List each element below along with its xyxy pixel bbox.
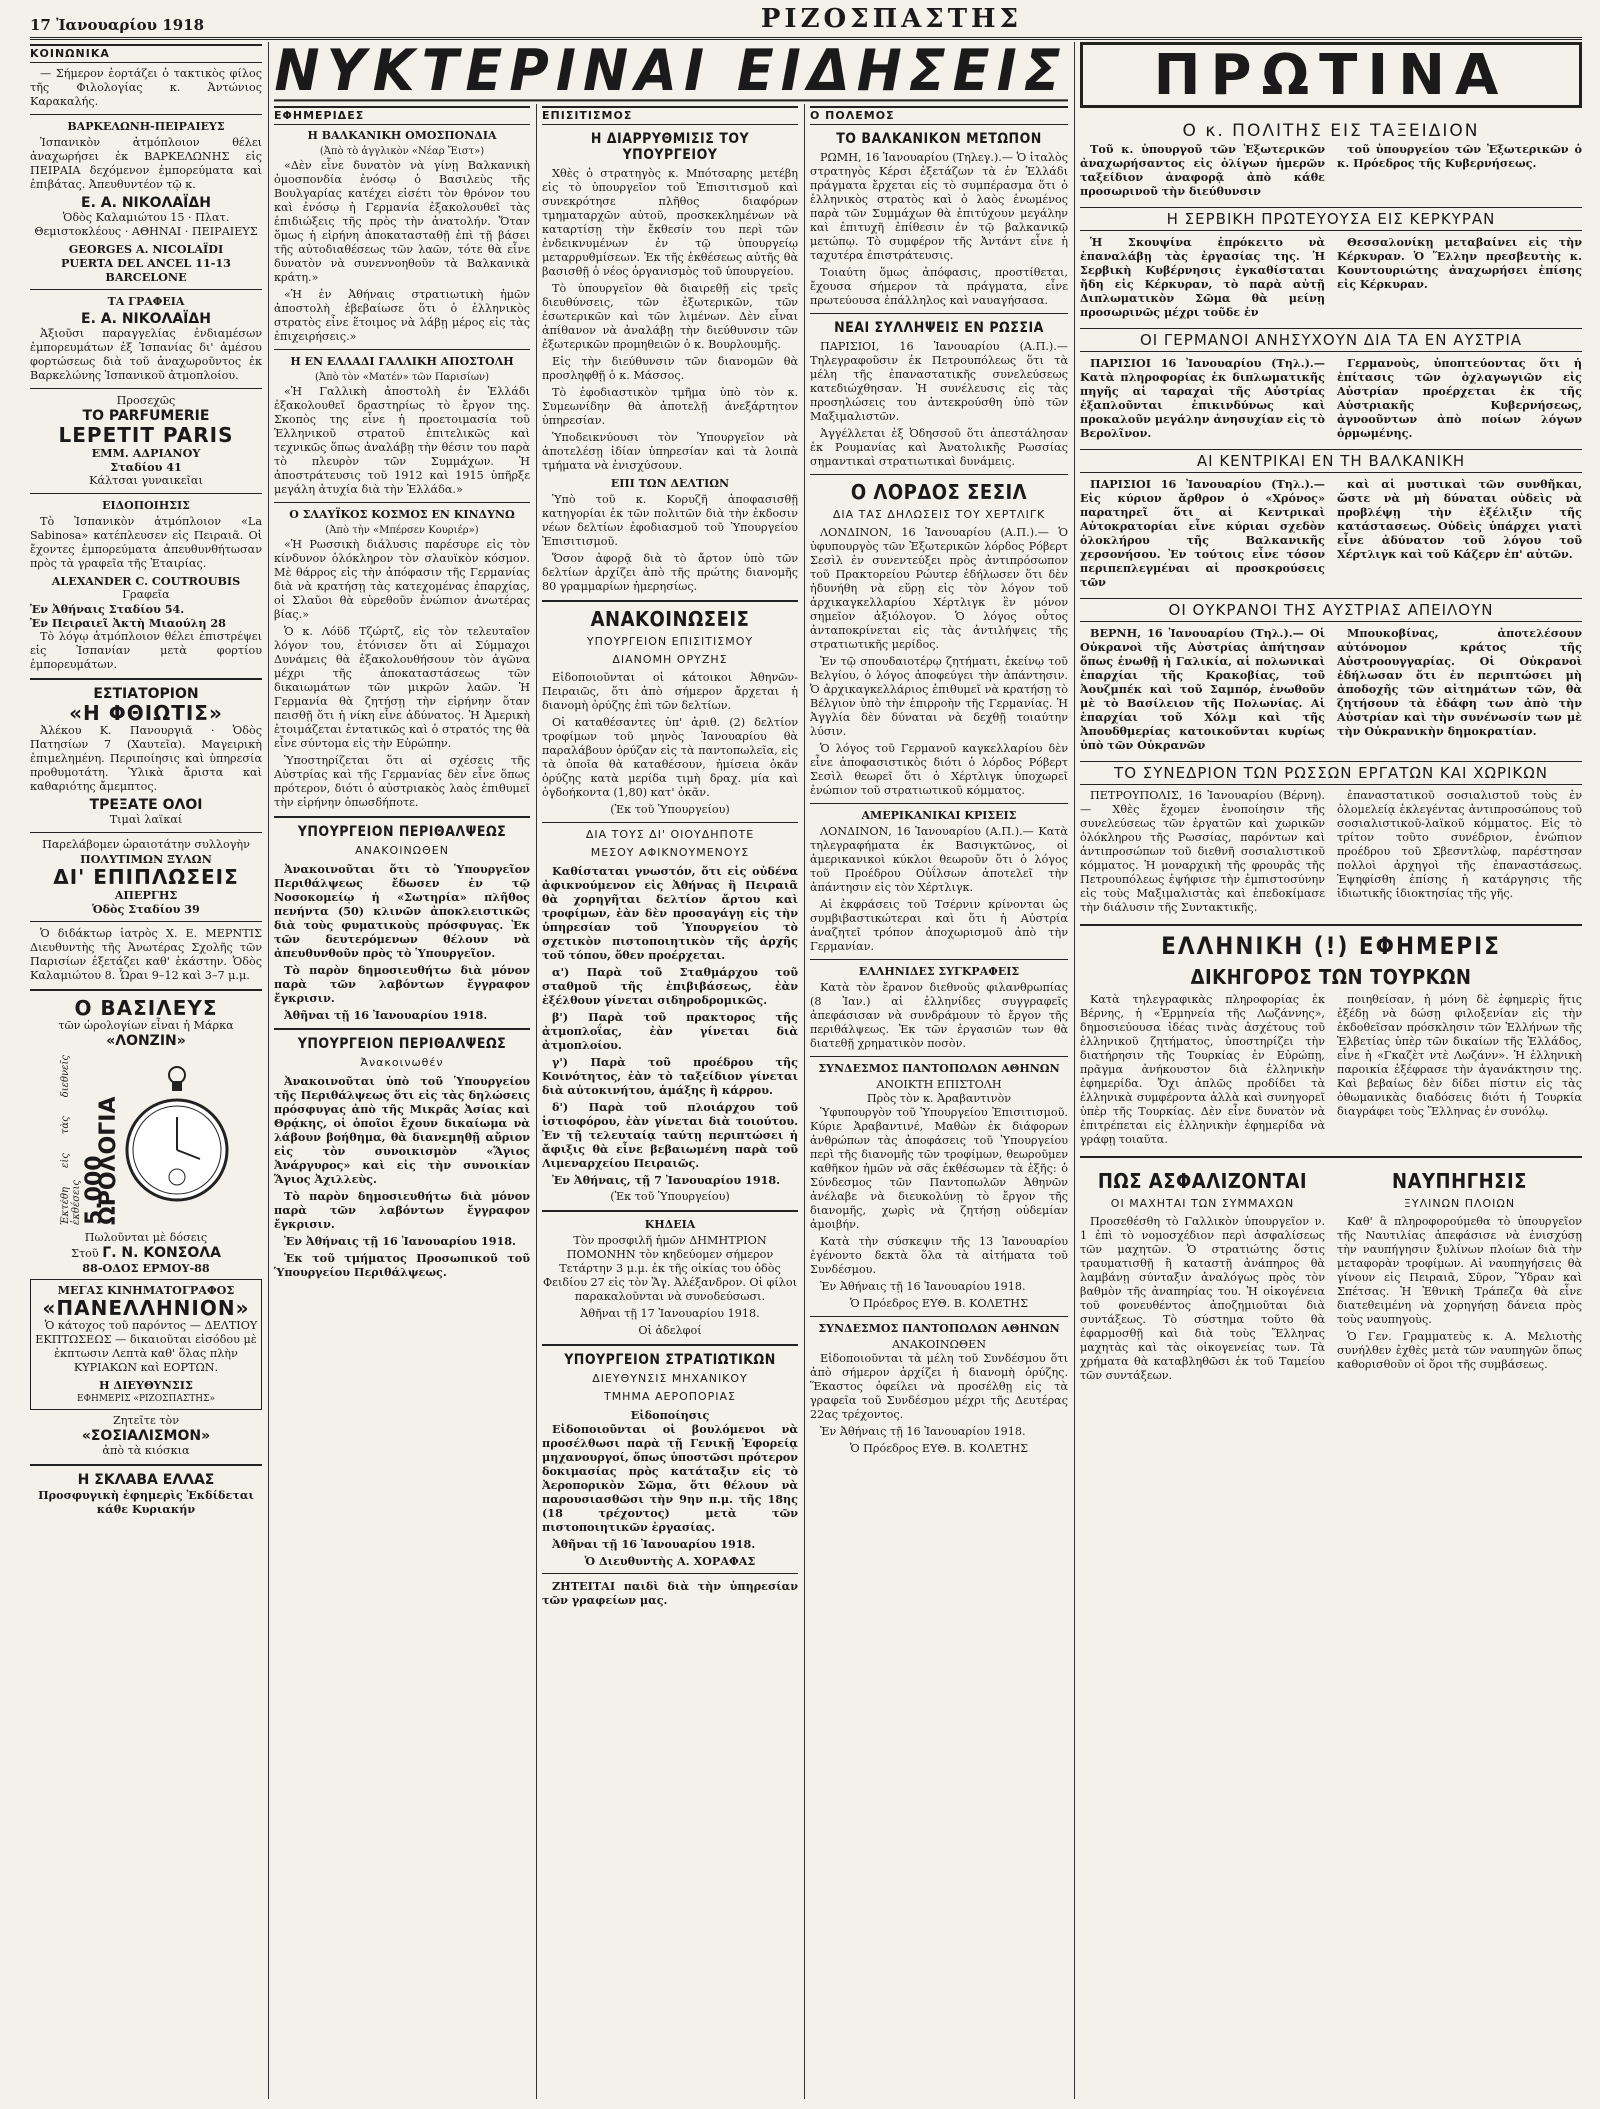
russian-congress-body [1080, 789, 1582, 918]
bottom-articles [1080, 1164, 1582, 1386]
announcements-ministry: ΥΠΟΥΡΓΕΙΟΝ ΕΠΙΣΙΤΙΣΜΟΥ [586, 635, 754, 648]
article-balkan-federation-p2: «Ἡ ἐν Ἀθήναις στρατιωτικὴ ἡμῶν ἀποστολὴ ἐβεβαίωσε ὅτι ὁ ἑλληνικὸς στρατὸς εἶνε ἕτοιμος νὰ λάβῃ μέρος εἰς τὰς ἐπιχειρήσεις.» [274, 288, 530, 343]
lord-cecil-p1: ΛΟΝΔΙΝΟΝ, 16 Ἰανουαρίου (Α.Π.).— Ὁ ὑφυπουργὸς τῶν Ἐξωτερικῶν λόρδος Ρόβερτ Σεσὶλ ἐν συνεντεύξει πρὸς ἀντιπρόσωπον τοῦ Πρακτορείου Ρώυτερ ἐδήλωσεν ὅτι δὲν ἠδυνήθη νὰ εὕρῃ εἰς τὸν λόγον τοῦ ἀρχικαγκελλαρίου Χέρτλιγκ ἓν μόνον σημεῖον ἀξιόλογον. Ὁ λόγος οὗτος ἀνταποκρίνεται εἰς τὰς ἀντιλήψεις τῆς στρατιωτικῆς μερίδος. [810, 526, 1068, 651]
notice-title: ΕΙΔΟΠΟΙΗΣΙΣ [102, 499, 190, 512]
grocers-to: Πρὸς τὸν κ. Ἀραβαντινὸν [866, 1092, 1012, 1105]
running-head [30, 6, 1582, 40]
article-french-mission-p1: «Ἡ Γαλλικὴ ἀποστολὴ ἐν Ἑλλάδι ἐξακολουθεῖ δραστηρίως τὸ ἔργον της. Σκοπὸς της εἶνε ἡ προετοιμασία τοῦ Ἑλληνικοῦ στρατοῦ ἐπιτελικῶς καὶ τεχνικῶς ὅπως ἀναλάβῃ τὴν θέσιν του παρὰ τὸ πλευρὸν τῶν Συμμάχων. Ἡ ἀποστράτευσις τοῦ 1912 καὶ 1915 ὑπῆρξε μεγάλη ἀτυχία διὰ τὴν Ἑλλάδα.» [274, 385, 530, 496]
grocers-2-sub: ΑΝΑΚΟΙΝΩΘΕΝ [891, 1338, 987, 1351]
offices-title: ΤΑ ΓΡΑΦΕΙΑ [107, 295, 185, 308]
insurance-text: Προσεθέσθη τὸ Γαλλικὸν ὑπουργεῖον ν. 1 ἐπὶ τὸ νομοσχέδιον περὶ ἀσφαλίσεως τῶν μαχητῶν. Ὁ στρατιώτης ὅστις τραυματισθῇ ἢ καταστῇ ἀνάπηρος θὰ λαμβάνῃ σύνταξιν ἀναλόγως πρὸς τὸν βαθμὸν τῆς ἀναπηρίας του. Ἡ οἰκογένεια τοῦ φονευθέντος ἀποζημιοῦται διὰ συντάξεως. Τὸ σύστημα τοῦτο θὰ ἐφαρμοσθῇ καὶ διὰ τοὺς Ἕλληνας μαχητὰς καὶ τὰς οἰκογενείας των. Τὰ χρήματα θὰ καταβληθῶσι ἐκ τοῦ Ταμείου τῶν συντάξεων. [1080, 1215, 1325, 1382]
georges-address: PUERTA DEL ANCEL 11-13 BARCELONE [61, 256, 231, 284]
arrivals-title: ΔΙΑ ΤΟΥΣ ΔΙ' ΟΙΟΥΔΗΠΟΤΕ [585, 828, 755, 841]
grocers-p2: Κατὰ τὴν σύσκεψιν τῆς 13 Ἰανουαρίου ἐγένοντο δεκτὰ ὅλα τὰ αἰτήματα τοῦ Συνδέσμου. [810, 1235, 1068, 1276]
germans-worried-left: ΠΑΡΙΣΙΟΙ 16 Ἰανουαρίου (Τηλ.).— Κατὰ πληροφορίας ἐκ διπλωματικῆς πηγῆς αἱ ταραχαὶ τῆς Αὐστρίας ἐξαπλοῦνται ἐπικινδύνως καὶ προκαλοῦν μεγάλην ἀνησυχίαν εἰς τὸ Βερολῖνον. [1080, 356, 1325, 440]
grocers-p1: Ὑφυπουργὸν τοῦ Ὑπουργείου Ἐπισιτισμοῦ. Κύριε Ἀραβαντινέ, Μαθὼν ἐκ διάφορων ἀνθρώπων τὰς ἀποφάσεις τοῦ Ὑπουργείου περὶ τῆς διανομῆς τῶν τροφίμων, θεωροῦμεν καθῆκον ἡμῶν νὰ σᾶς ἐκθέσωμεν τὰ ἑξῆς: ὁ Σύνδεσμος τῶν Παντοπωλῶν Ἀθηνῶν ἀνέλαβε νὰ διευκολύνῃ τὸ ἔργον τῆς διανομῆς, χωρὶς νὰ ζητήσῃ οὐδεμίαν ἀμοιβήν. [810, 1106, 1068, 1231]
king-sub: τῶν ὡρολογίων εἶναι ἡ Μάρκα [58, 1019, 234, 1032]
russian-congress-right: ἐπαναστατικοῦ σοσιαλιστοῦ τοὺς ἐν ὁλομελείᾳ ἐκλεγέντας ἀντιπροσώπους τοῦ σοσιαλιστικοῦ-λαϊκοῦ κόμματος. Εἰς τὸ τρίτον τοῦτο συνέδριον, ἐνώπιον προέδρου τοῦ Σβεσντλὼφ, παρέστησαν πολλοὶ ἀρχηγοὶ τῆς ἐπαναστάσεως. Ἐψηφίσθη ἐπίσης ἡ κατάργησις τῆς ἰδιωτικῆς ἰδιοκτησίας τῆς γῆς. [1337, 789, 1582, 900]
column-morning [1080, 42, 1582, 2099]
grocers-2-date: Ἐν Ἀθήναις τῇ 16 Ἰανουαρίου 1918. [820, 1425, 1026, 1438]
germans-worried-title: ΟΙ ΓΕΡΜΑΝΟΙ ΑΝΗΣΥΧΟΥΝ ΔΙΑ ΤΑ ΕΝ ΑΥΣΤΡΙΑ [1080, 328, 1582, 352]
pocket-watch-icon [122, 1055, 232, 1225]
konsola-address: 88-ΟΔΟΣ ΕΡΜΟΥ-88 [82, 1261, 210, 1275]
grocers-sign: Ὁ Πρόεδρος ΕΥΘ. Β. ΚΟΛΕΤΗΣ [850, 1297, 1028, 1310]
route-text: Ἰσπανικὸν ἀτμόπλοιον θέλει ἀναχωρήσει ἐκ ΒΑΡΚΕΛΩΝΗΣ εἰς ΠΕΙΡΑΙΑ δεχόμενον ἐμπορεύματα καὶ ἐπιβάτας. Ἀπευθυντέον τῷ κ. [30, 136, 262, 191]
funeral-text: Τὸν προσφιλῆ ἡμῶν ΔΗΜΗΤΡΙΟΝ ΠΟΜΟΝΗΝ τὸν κηδεύομεν σήμερον Τετάρτην 3 μ.μ. ἐκ τῆς οἰκίας του ὁδὸς Φειδίου 27 εἰς τὸν Ἅγ. Ἀλέξανδρον. Οἱ φίλοι παρακαλοῦνται νὰ συνοδεύσωσι. [543, 1234, 797, 1303]
article-slavic-world-p1: «Ἡ Ρωσσικὴ διάλυσις παρέσυρε εἰς τὸν κίνδυνον ὁλόκληρον τὸν σλαυϊκὸν κόσμον. Μὲ θάρρος εἰς τὴν ἀπόφασιν τῆς Γερμανίας διὰ νὰ κρατήσῃ τὰς κατεχομένας ἐπαρχίας, οἱ Σλαῦοι θὰ εὑρεθοῦν ἐνώπιον ἀνωτέρας βίας.» [274, 538, 530, 621]
military-engineering: ΔΙΕΥΘΥΝΣΙΣ ΜΗΧΑΝΙΚΟΥ [592, 1372, 748, 1385]
balkan-front-title: ΤΟ ΒΑΛΚΑΝΙΚΟΝ ΜΕΤΩΠΟΝ [836, 131, 1042, 147]
ministry-welfare-p1: Ἀνακοινοῦται ὅτι τὸ Ὑπουργεῖον Περιθάλψεως ἔδωσεν ἐν τῷ Νοσοκομείῳ ἡ «Σωτηρία» πλῆθος πενήντα (50) κλινῶν ἀποκλειστικῶς διὰ τοὺς φυματικοὺς πρόσφυγας. Ἐκ τῶν δευτερόμενων θέλουν νὰ ἀπευθυνθοῦν πρὸς τὸ Ὑπουργεῖον. [274, 862, 530, 960]
ministry-welfare-p2: Τὸ παρὸν δημοσιευθήτω διὰ μόνον παρὰ τῶν λαβόντων ἔγγραφον ἔγκρισιν. [274, 963, 530, 1005]
lord-cecil-p2: Ἐν τῷ σπουδαιοτέρῳ ζητήματι, ἐκείνῳ τοῦ Βελγίου, ὁ λόγος ἀποφεύγει τὴν ἀπάντησιν. Ὁ ἀρχικαγκελλάριος ἐπιθυμεῖ νὰ κρατήσῃ τὸ Βέλγιον ὑπὸ τὴν ἐπιρροὴν τῆς Γερμανίας. Ἡ Ἀγγλία δὲν δύναται νὰ δεχθῇ τοιαύτην λύσιν. [810, 655, 1068, 738]
run-all-title: ΤΡΕΞΑΤΕ ΟΛΟΙ [89, 797, 203, 813]
american-crises-title: ΑΜΕΡΙΚΑΝΙΚΑΙ ΚΡΙΣΕΙΣ [861, 809, 1017, 822]
coupons-title: ΕΠΙ ΤΩΝ ΔΕΛΤΙΩΝ [610, 477, 730, 490]
military-notice-date: Ἀθῆναι τῇ 16 Ἰανουαρίου 1918. [552, 1537, 756, 1551]
furnishing-address: Ὁδὸς Σταδίου 39 [92, 902, 200, 916]
wood-title: ΠΟΛΥΤΙΜΩΝ ΞΥΛΩΝ [80, 852, 212, 866]
ministry-welfare-date: Ἀθῆναι τῇ 16 Ἰανουαρίου 1918. [284, 1008, 488, 1022]
offices-text: Ἀξιοῦσι παραγγελίας ἐνδιαμέσων ἐμπορευμάτων ἐξ Ἰσπανίας δι' ἀμέσου φορτώσεως διὰ τοῦ ἀναχωροῦντος ἐκ Βαρκελώνης Ἰσπανικοῦ ἀτμοπλοίου. [30, 327, 262, 382]
central-powers-title: ΑΙ ΚΕΝΤΡΙΚΑΙ ΕΝ ΤΗ ΒΑΛΚΑΝΙΚΗ [1080, 449, 1582, 473]
arrivals-p2: α') Παρὰ τοῦ Σταθμάρχου τοῦ σταθμοῦ τῆς ἐπιβιβάσεως, ἐὰν ἐξέλθουν γίνεται σιδηροδρομικῶς. [542, 965, 798, 1007]
central-powers-body [1080, 477, 1582, 592]
lord-cecil-title: Ο ΛΟΡΔΟΣ ΣΕΣΙΛ [850, 480, 1028, 504]
military-notice-text: Εἰδοποιοῦνται οἱ βουλόμενοι νὰ προσέλθωσι παρὰ τῇ Γενικῇ Ἐφορείᾳ μηχανουργοί, ὅπως ὑποστῶσι πρότερον δοκιμασίας πρὸς κατάταξιν εἰς τὸ Ἀεροπορικὸν Σῶμα, ὅτι θέλουν νὰ παρουσιασθῶσι τὴν 9ην π.μ. τῆς 18ης (18 τρέχοντος) μετὰ τῶν πιστοποιητικῶν ἐργασίας. [542, 1422, 798, 1534]
column-newspapers [274, 104, 530, 2099]
run-all-sub: Τιμαὶ λαϊκαί [109, 813, 183, 826]
ministry-welfare-2-sub: Ἀνακοινωθέν [360, 1056, 444, 1069]
social-text: — Σήμερον ἑορτάζει ὁ τακτικὸς φίλος τῆς Φιλολογίας κ. Ἀντώνιος Καρακαλής. [30, 67, 262, 108]
restaurant-title: ΕΣΤΙΑΤΟΡΙΟΝ [93, 686, 199, 702]
coupons-p1: Ὑπὸ τοῦ κ. Κορυζῆ ἀποφασισθῇ κατηγορίαι ἐκ τῶν πολιτῶν διὰ τὴν ἐκδοσιν νέων δελτίων ἐφοδιασμοῦ τοῦ Ὑπουργείου Ἐπισιτισμοῦ. [542, 493, 798, 548]
socialism-sub: ἀπὸ τὰ κιόσκια [102, 1444, 190, 1457]
russia-arrests-p2: Ἀγγέλλεται ἐξ Ὀδησσοῦ ὅτι ἀπεστάλησαν ἐκ Ρουμανίας καὶ Ἀνατολικῆς Ρωσσίας σημαντικαὶ στρατιωτικαὶ δυνάμεις. [810, 427, 1068, 468]
politis-trip-title: Ο κ. ΠΟΛΙΤΗΣ ΕΙΣ ΤΑΞΕΙΔΙΟΝ [1182, 121, 1480, 141]
section-war: Ο ΠΟΛΕΜΟΣ [810, 106, 1068, 125]
parfumerie-title: ΤΟ PARFUMERIE [82, 408, 210, 424]
lepetit-title: LEPETIT PARIS [58, 423, 234, 447]
announcements-rice: ΔΙΑΝΟΜΗ ΟΡΥΖΗΣ [612, 653, 728, 666]
coutroubis-athens: Ἐν Ἀθήναις Σταδίου 54. [30, 602, 185, 616]
serbian-capital-body [1080, 235, 1582, 322]
greek-newspaper-body [1080, 993, 1582, 1150]
article-slavic-world-title: Ο ΣΛΑΥΪΚΟΣ ΚΟΣΜΟΣ ΕΝ ΚΙΝΔΥΝΩ [289, 508, 515, 521]
article-french-mission-title: Η ΕΝ ΕΛΛΑΔΙ ΓΑΛΛΙΚΗ ΑΠΟΣΤΟΛΗ [290, 355, 514, 368]
military-ministry-title: ΥΠΟΥΡΓΕΙΟΝ ΣΤΡΑΤΙΩΤΙΚΩΝ [564, 1352, 776, 1368]
watch-count: 5.000 ΩΡΟΛΟΓΙΑ [82, 1096, 121, 1225]
politis-trip-left: Τοῦ κ. ὑπουργοῦ τῶν Ἐξωτερικῶν ἀναχωρήσαντος εἰς ὀλίγων ἡμερῶν ταξείδιον ἀναφορᾷ ἀπὸ κάθε προσωρινοῦ τὴν διεύθυνσιν [1080, 142, 1325, 198]
announcements-title: ΑΝΑΚΟΙΝΩΣΕΙΣ [590, 607, 750, 631]
watch-illustration [30, 1055, 262, 1225]
ministry-reorganization-p4: Τὸ ἐφοδιαστικὸν τμῆμα ὑπὸ τὸν κ. Συμεωνίδην θὰ ἀποτελῇ ἀνεξάρτητον ὑπηρεσίαν. [542, 386, 798, 427]
cinema-text: Ὁ κάτοχος τοῦ παρόντος — ΔΕΛΤΙΟΥ ΕΚΠΤΩΣΕΩΣ — δικαιοῦται εἰσόδου μὲ ἐκπτωσιν Λεπτὰ καθ' ὅλας πλὴν ΚΥΡΙΑΚΩΝ καὶ ΕΟΡΤΩΝ. [35, 1319, 258, 1374]
cinema-name: «ΠΑΝΕΛΛΗΝΙΟΝ» [42, 1296, 250, 1320]
column-classifieds [30, 42, 262, 2099]
military-notice-sign: Ὁ Διευθυντὴς Α. ΧΟΡΑΦΑΣ [584, 1554, 756, 1568]
ukrainians-title: ΟΙ ΟΥΚΡΑΝΟΙ ΤΗΣ ΑΥΣΤΡΙΑΣ ΑΠΕΙΛΟΥΝ [1080, 598, 1582, 622]
arrivals-p5: δ') Παρὰ τοῦ πλοιάρχου τοῦ ἱστιοφόρου, ἐὰν γίνεται διὰ τοιούτου. Ἐν τῇ τελευταίᾳ ταύτῃ περιπτώσει ἡ ἄφιξις θὰ εἶνε βεβαιωμένη παρὰ τοῦ Λιμεναρχείου Πειραιῶς. [542, 1100, 798, 1170]
arrivals-p4: γ') Παρὰ τοῦ προέδρου τῆς Κοινότητος, ἐὰν τὸ ταξείδιον γίνεται διὰ αὐτοκινήτου, ἁμάξης ἢ κάρρου. [542, 1055, 798, 1097]
lepetit-owner: ΕΜΜ. ΑΔΡΙΑΝΟΥ [91, 446, 201, 460]
greek-newspaper-right: ποιηθείσαν, ἡ μόνη δὲ ἐφημερὶς ἥτις ἐξέδῃ νὰ δώσῃ φιλοξενίαν εἰς τὴν ἐκδοθεῖσαν πρόσκλησιν τῶν Ἑλλήνων τῆς Ἑλβετίας ὑπὲρ τῶν δικαίων τῆς Ἑλλάδος, εἶνε ἡ «Γκαζὲτ ντὲ Λωζάνν». Ἡ ἑλληνικὴ παροικία ἐξέφρασε τὴν ἀγανάκτησιν της. Καὶ βεβαίως δὲν δίδει πίστιν εἰς τὰς ὀθωμανικὰς διαδόσεις διότι ἡ Τουρκία διαγράφει τοὺς Ἕλληνας ἐν συνόλῳ. [1337, 993, 1582, 1118]
politis-trip-body [1080, 142, 1582, 201]
ministry-welfare-2-sign: Ἐκ τοῦ τμήματος Προσωπικοῦ τοῦ Ὑπουργείου Περιθάλψεως. [274, 1251, 530, 1279]
article-balkan-federation-source: (Ἀπὸ τὸ ἀγγλικὸν «Νέαρ Ἔιστ») [319, 146, 485, 157]
lepetit-address: Σταδίου 41 [110, 460, 182, 474]
cinema-signature: Η ΔΙΕΥΘΥΝΣΙΣ [99, 1378, 193, 1392]
arrivals-p3: β') Παρὰ τοῦ πρακτορος τῆς ἀτμοπλοΐας, ἐὰν γίνεται διὰ ἀτμοπλοίου. [542, 1010, 798, 1052]
ministry-welfare-2-p1: Ἀνακοινοῦται ὑπὸ τοῦ Ὑπουργείου τῆς Περιθάλψεως ὅτι εἰς τὰς δηλώσεις πρόσφυγας ἀπὸ τῆς Μικρᾶς Ἀσίας καὶ Θρᾴκης, οἱ ὁποῖοι ἔχουν δικαίωμα νὰ λάβουν βοήθημα, θὰ διανεμηθῇ αὔριον εἰς τὸν συνοικισμὸν «Ἅγιος Ἀνάργυρος» καὶ εἰς τὴν συνοικίαν Ἅγιος Ἀχιλλεὺς. [274, 1074, 530, 1186]
grocers-2-p1: Εἰδοποιοῦνται τὰ μέλη τοῦ Συνδέσμου ὅτι ἀπὸ σήμερον ἀρχίζει ἡ διανομὴ ὀρύζης. Ἕκαστος ὀφείλει νὰ προσέλθῃ εἰς τὰ γραφεῖα τοῦ Συνδέσμου μέχρι τῆς Δευτέρας 22ας τρέχοντος. [810, 1352, 1068, 1421]
arrivals-source: (Ἐκ τοῦ Ὑπουργείου) [610, 1190, 730, 1203]
cinema-title: ΜΕΓΑΣ ΚΙΝΗΜΑΤΟΓΡΑΦΟΣ [57, 1283, 235, 1297]
article-balkan-federation-title: Η ΒΑΛΚΑΝΙΚΗ ΟΜΟΣΠΟΝΔΙΑ [307, 129, 497, 142]
nikolaidis-address: Ὁδὸς Καλαμιώτου 15 · Πλατ. Θεμιστοκλέους · ΑΘΗΝΑΙ · ΠΕΙΡΑΙΕΥΣ [34, 211, 258, 238]
ministry-welfare-2-date: Ἐν Ἀθήναις τῇ 16 Ἰανουαρίου 1918. [284, 1234, 516, 1248]
furnishing-name: ΑΠΕΡΓΗΣ [114, 888, 178, 902]
lord-cecil-p3: Ὁ λόγος τοῦ Γερμανοῦ καγκελλαρίου δὲν εἶνε ἀποφασιστικὸς διότι ὁ λόρδος Ρόβερτ Σεσὶλ θεωρεῖ ὅτι ὁ Χέρτλιγκ ὑποχωρεῖ ἐνώπιον τοῦ στρατιωτικοῦ κόμματος. [810, 742, 1068, 797]
section-food-supply: ΕΠΙΣΙΤΙΣΜΟΣ [542, 106, 798, 125]
germans-worried-right: Γερμανοὺς, ὑποπτεύοντας ὅτι ἡ ἐπίτασις τῶν ὀχλαγωγιῶν εἰς Αὐστρίαν προέρχεται ἐκ τῆς Αὐστριακῆς Κυβερνήσεως, ἀγνοοῦντων ἀπὸ ποίων λόγων ὁρμωμένης. [1337, 356, 1582, 440]
greek-newspaper-title: ΕΛΛΗΝΙΚΗ (!) ΕΦΗΜΕΡΙΣ [1161, 932, 1501, 960]
shipbuilding-text-2: Ὁ Γεν. Γραμματεὺς κ. Α. Μελιοτὴς συνήλθεν ἐχθὲς μετὰ τῶν ναυπηγῶν ὅπως καθορισθοῦν οἱ ὅροι τῆς συμβάσεως. [1337, 1330, 1582, 1371]
konsola-name: Γ. Ν. ΚΟΝΣΟΛΑ [102, 1245, 221, 1261]
grocers-title: ΣΥΝΔΕΣΜΟΣ ΠΑΝΤΟΠΩΛΩΝ ΑΘΗΝΩΝ [818, 1062, 1060, 1075]
greek-newspaper-left: Κατὰ τηλεγραφικὰς πληροφορίας ἐκ Βέρνης, ἡ «Ἐρμηνεία τῆς Λωζάννης», δημοσιεύουσα ἰδέας τινὰς ἀσχέτους τοῦ ἑλληνικοῦ ζητήματος, ὑποστηρίζει τὴν διατήρησιν τῆς Τουρκίας ἐν Εὐρώπῃ, πρᾶγμα ἀνήκουστον διὰ ἑλληνικὴν ἐφημερίδα. Ὄχι ἁπλῶς προδίδει τὰ ἑλληνικὰ συμφέροντα ἀλλὰ καὶ συνηγορεῖ ὑπὲρ τῆς Τουρκίας. Δὲν εἶνε δυνατὸν νὰ ἐπιτρέπεται εἰς ἑλληνικὴν ἐφημερίδα νὰ γράφῃ τοιαῦτα. [1080, 993, 1325, 1146]
russian-congress-left: ΠΕΤΡΟΥΠΟΛΙΣ, 16 Ἰανουαρίου (Βέρνη).— Χθὲς ἔχομεν ἐνοποίησιν τῆς συνελεύσεως τῶν ἐργατῶν καὶ χωρικῶν ὁλόκληρου τῆς Ρωσσίας, παρόντων καὶ ἀντιπροσώπων τοῦ διεθνῆ σοσιαλιστικοῦ κόμματος. Ἡ μοναρχικὴ τῆς φρουρᾶς τῆς Πετρουπόλεως ἐψήφισε τὴν ἐμπιστοσύνην εἰς τοὺς Μαξιμαλιστὰς καὶ ἐπεδοκίμασε τὴν διάλυσιν τῆς Συντακτικῆς. [1080, 789, 1325, 914]
grocers-open-letter: ΑΝΟΙΚΤΗ ΕΠΙΣΤΟΛΗ [876, 1078, 1002, 1091]
germans-worried-body [1080, 356, 1582, 443]
section-social: ΚΟΙΝΩΝΙΚΑ [30, 44, 262, 63]
morning-edition-banner: ΠΡΩΤΙΝΑ [1080, 42, 1582, 108]
balkan-front-p2: Τοιαύτη ὅμως ἀπόφασις, προστίθεται, ἔχουσα σήμερον τὰ πράγματα, εἶνε πρωτεύουσα ἐπάλληλος καὶ ναυαγήσασα. [810, 266, 1068, 307]
ask-for-label: Ζητεῖτε τὸν [112, 1414, 180, 1427]
coutroubis-name: ALEXANDER C. COUTROUBIS [51, 574, 241, 588]
slave-greece-title: Η ΣΚΛΑΒΑ ΕΛΛΑΣ [77, 1472, 215, 1488]
ministry-welfare-title: ΥΠΟΥΡΓΕΙΟΝ ΠΕΡΙΘΑΛΨΕΩΣ [297, 824, 507, 840]
slave-greece-text: Προσφυγικὴ ἐφημερὶς Ἐκδίδεται κάθε Κυριακήν [38, 1488, 254, 1516]
central-powers-left: ΠΑΡΙΣΙΟΙ 16 Ἰανουαρίου (Τηλ.).— Εἰς κύριον ἄρθρον ὁ «Χρόνος» παρατηρεῖ ὅτι αἱ Κεντρικαὶ Αὐτοκρατορίαι εἶνε κύριαι σχεδὸν ὁλοκλήρου τῆς Βαλκανικῆς χερσονήσου. Ἐν τούτοις εἶνε τόσον περιπεπλεγμέναι αἱ προσκρούσεις τῶν [1080, 477, 1325, 589]
article-slavic-world-p3: Ὑποστηρίζεται ὅτι αἱ σχέσεις τῆς Αὐστρίας καὶ τῆς Γερμανίας δὲν εἶνε ὅπως πρότερον, διότι ὁ αὐστριακὸς λαὸς ἐπιθυμεῖ τὴν εἰρήνην ὁπωσδήποτε. [274, 754, 530, 809]
lonzin-brand: «ΛΟΝΖΙΝ» [106, 1033, 186, 1049]
rice-source: (Ἐκ τοῦ Ὑπουργείου) [610, 803, 730, 816]
arrivals-p1: Καθίσταται γνωστόν, ὅτι εἰς οὐδένα ἀφικνούμενον εἰς Ἀθήνας ἢ Πειραιᾶ θὰ χορηγῆται δελτίον ἄρτου καὶ τροφίμων, ἐὰν δὲν προσαγάγῃ εἰς τὴν ὑπηρεσίαν τοῦ Ὑπουργείου τὸ σχετικὸν πιστοποιητικὸν τῆς ἀρχῆς τοῦ τόπου, ὅθεν προέρχεται. [542, 864, 798, 962]
greek-writers-title: ΕΛΛΗΝΙΔΕΣ ΣΥΓΚΡΑΦΕΙΣ [858, 965, 1020, 978]
grocers-2-sign: Ὁ Πρόεδρος ΕΥΘ. Β. ΚΟΛΕΤΗΣ [850, 1442, 1028, 1455]
nikolaidis-name: Ε. Α. ΝΙΚΟΛΑΪΔΗ [81, 195, 211, 211]
cinema-coupon [30, 1279, 262, 1410]
balkan-front-p1: ΡΩΜΗ, 16 Ἰανουαρίου (Τηλεγ.).— Ὁ ἰταλὸς στρατηγὸς Κέρσι ἐξετάζων τὰ ἐν Ἑλλάδι πράγματα ἔρχεται εἰς τὸ συμπέρασμα ὅτι ὁ ἑλληνικὸς στρατὸς καὶ ὁ λαὸς ἑνωμένος παρὰ τῶν Συμμάχων θὰ ἐπιτύχουν μεγάλην καὶ ἐπιτυχῆ ἐπίθεσιν ἐν τῷ βαλκανικῷ μετώπῳ. Τὸ συμφέρον τῆς Ἀντάντ εἶνε ἡ ταχυτέρα ἐπιστράτευσις. [810, 151, 1068, 262]
greek-writers-p1: Κατὰ τὸν ἔρανον διεθνοῦς φιλανθρωπίας (8 Ἰαν.) αἱ ἐλληνίδες συγγραφεῖς ἀπεφάσισαν νὰ συνδράμουν τὸ ἔργον τῆς περιθάλψεως. Ἐκ τῶν ἐργασιῶν των θὰ διατεθῇ χρηματικὸν ποσὸν. [810, 981, 1068, 1050]
central-powers-right: καὶ αἱ μυστικαὶ τῶν συνθῆκαι, ὥστε νὰ μὴ δύναται οὐδεὶς νὰ προβλέψῃ τὴν ἐξέλιξιν τῆς κατάστασεως. Οὐδεὶς ὑπάρχει γιατὶ εἶνε ἀδύνατον τοῦ λόγου τοῦ Χέρτλιγκ καὶ τοῦ Κάζερν ἐπ' αὐτῶν. [1337, 477, 1582, 561]
section-newspapers: ΕΦΗΜΕΡΙΔΕΣ [274, 106, 530, 125]
columns [30, 37, 1582, 2099]
restaurant-name: «Η ΦΘΙΩΤΙΣ» [69, 701, 223, 725]
wood-intro: Παρελάβομεν ὡραιοτάτην συλλογὴν [42, 838, 250, 851]
military-notice-label: Εἰδοποίησις [630, 1408, 710, 1422]
watch-installments: Πωλοῦνται μὲ δόσεις [84, 1231, 208, 1244]
night-news-banner: ΝΥΚΤΕΡΙΝΑΙ ΕΙΔΗΣΕΙΣ [274, 37, 1068, 104]
ministry-welfare-sub: ΑΝΑΚΟΙΝΩΘΕΝ [355, 844, 449, 857]
ministry-reorganization-p1: Χθὲς ὁ στρατηγὸς κ. Μπότσαρης μετέβη εἰς τὸ ὑπουργεῖον τοῦ Ἐπισιτισμοῦ καὶ συνεκρότησε πλῆθος διαφόρων τμηματαρχῶν αὐτοῦ, προσκεκλημένων νὰ καταρτίσῃ τὴν ἔκθεσίν του περὶ τῶν ἐνδεικνυμένων ἐν τῷ ὑπουργείῳ μεταρρυθμίσεων. Ἐκ τῆς ἐκθέσεως αὐτῆς θὰ βασισθῇ ὁ νέος ὀργανισμὸς τοῦ ὑπουργείου. [542, 167, 798, 278]
soon-label: Προσεχῶς [116, 394, 176, 407]
politis-trip-right: τοῦ ὑπουργείου τῶν Ἐξωτερικῶν ὁ κ. Πρόεδρος τῆς Κυβερνήσεως. [1337, 142, 1582, 170]
article-balkan-federation-p1: «Δὲν εἶνε δυνατὸν νὰ γίνῃ Βαλκανικὴ ὁμοσπονδία ἐνόσῳ ὁ Βασιλεὺς τῆς Βουλγαρίας κατέχει εἰσέτι τὸν θρόνον του καὶ ἐνόσῳ ἡ Γερμανία ἐξακολουθεῖ τὰς ἐπιδιώξεις τῆς πρὸς τὴν ἀνατολήν. Ὅταν ὅμως ἡ εἰρήνη ἀποκατασταθῇ ἐπὶ τῇ βάσει τῆς αὐτοδιαθέσεως τῶν λαῶν, τότε θὰ εἶνε δυνατὸν νὰ συνεννοηθοῦν τὰ Βαλκανικὰ κράτη.» [274, 159, 530, 284]
issue-date: 17 Ἰανουαρίου 1918 [30, 16, 205, 34]
military-aviation: ΤΜΗΜΑ ΑΕΡΟΠΟΡΙΑΣ [603, 1390, 737, 1403]
ukrainians-body [1080, 626, 1582, 755]
ministry-reorganization-p3: Εἰς τὴν διεύθυνσιν τῶν διανομῶν θὰ προσληφθῇ ὁ κ. Μάσσος. [542, 355, 798, 382]
paper-name: ΡΙΖΟΣΠΑΣΤΗΣ [760, 4, 1022, 34]
ministry-reorganization-p5: Ὑποδεικνύουσι τὸν Ὑπουργεῖον νὰ ἀποτελέσῃ ἰδίαν ὑπηρεσίαν καὶ τὰ λοιπὰ τμήματα νὰ ἐνισχύσουν. [542, 431, 798, 472]
arrivals-date: Ἐν Ἀθήναις, τῇ 7 Ἰανουαρίου 1918. [552, 1173, 781, 1187]
shipbuilding-sub: ΞΥΛΙΝΩΝ ΠΛΟΙΩΝ [1403, 1197, 1516, 1210]
funeral-title: ΚΗΔΕΙΑ [644, 1218, 696, 1231]
ministry-reorganization-p2: Τὸ ὑπουργεῖον θὰ διαιρεθῇ εἰς τρεῖς διευθύνσεις, τῶν ἐξωτερικῶν, τῶν ἐσωτερικῶν καὶ τῶν λιμένων. Δὲν εἶναι ἀπίθανον νὰ ἀναλάβῃ τὴν διεύθυνσιν τῶν ἐξωτερικῶν προμηθειῶν ὁ κ. Βουρλουμῆς. [542, 282, 798, 351]
wanted-boy: ΖΗΤΕΙΤΑΙ παιδὶ διὰ τὴν ὑπηρεσίαν τῶν γραφείων μας. [542, 1579, 798, 1607]
insurance-sub: ΟΙ ΜΑΧΗΤΑΙ ΤΩΝ ΣΥΜΜΑΧΩΝ [1110, 1197, 1295, 1210]
russian-congress-title: ΤΟ ΣΥΝΕΔΡΙΟΝ ΤΩΝ ΡΩΣΣΩΝ ΕΡΓΑΤΩΝ ΚΑΙ ΧΩΡΙΚΩΝ [1080, 761, 1582, 785]
grocers-date: Ἐν Ἀθήναις τῇ 16 Ἰανουαρίου 1918. [820, 1280, 1026, 1293]
shipbuilding-text: Καθ' ἃ πληροφορούμεθα τὸ ὑπουργεῖον τῆς Ναυτιλίας ἀπεφάσισε νὰ ἐνισχύσῃ τὴν ναυπήγησιν ξυλίνων πλοίων διὰ τὴν μεταφορὰν τροφίμων. Αἱ ναυπηγήσεις θὰ γίνουν εἰς Πειραιᾶ, Σῦρον, Ὕδραν καὶ Σπέτσας. Ἡ Ἐθνικὴ Τράπεζα θὰ εἶνε διατεθειμένη νὰ χορηγήσῃ δάνεια πρὸς τοὺς ναυπηγοὺς. [1337, 1215, 1582, 1326]
georges-name: GEORGES A. NICOLAÏDI [68, 242, 224, 256]
restaurant-text: Ἀλέκου Κ. Πανουργιᾶ · Ὁδὸς Πατησίων 7 (Χαυτεῖα). Μαγειρικὴ ἐπιμελημένη. Περιποίησις καὶ ὑπηρεσία προθυμοτάτη. Ὑλικὰ ἄριστα καὶ καθαριότης ἄμεμπτος. [30, 724, 262, 793]
doctor-text: Ὁ διδάκτωρ ἰατρὸς Χ. Ε. ΜΕΡΝΤΙΣ Διευθυντὴς τῆς Ἀνωτέρας Σχολῆς τῶν Παρισίων ἐξετάζει καθ' ἑκάστην. Ὁδὸς Καλαμιώτου 8. Ὧραι 9–12 καὶ 3–7 μ.μ. [30, 927, 262, 982]
king-title: Ο ΒΑΣΙΛΕΥΣ [74, 996, 218, 1020]
route-title: ΒΑΡΚΕΛΩΝΗ-ΠΕΙΡΑΙΕΥΣ [67, 120, 225, 133]
ministry-welfare-2-title: ΥΠΟΥΡΓΕΙΟΝ ΠΕΡΙΘΑΛΨΕΩΣ [297, 1036, 507, 1052]
serbian-capital-left: Ἡ Σκουψίνα ἐπρόκειτο νὰ ἐπαναλάβῃ τὰς ἐργασίας της. Ἡ Σερβικὴ Κυβέρνησις ἐγκαθίσταται ἤδη εἰς Κέρκυραν, τὸ παρὰ αὐτῇ Διπλωματικὸν Σῶμα θὰ μείνῃ προσωρινῶς μέχρι τοῦδε ἐν [1080, 235, 1325, 319]
cinema-footer: ΕΦΗΜΕΡΙΣ «ΡΙΖΟΣΠΑΣΤΗΣ» [77, 1394, 215, 1404]
greek-newspaper-sub: ΔΙΚΗΓΟΡΟΣ ΤΩΝ ΤΟΥΡΚΩΝ [1190, 965, 1472, 989]
grocers-2-title: ΣΥΝΔΕΣΜΟΣ ΠΑΝΤΟΠΩΛΩΝ ΑΘΗΝΩΝ [818, 1322, 1060, 1335]
coupons-p2: Ὅσον ἀφορᾷ διὰ τὸ ἄρτον ὑπὸ τῶν δελτίων ἀρχίζει ἀπὸ τῆς πρώτης διανομῆς 80 γραμμαρίων ἡμερησίως. [542, 552, 798, 593]
lord-cecil-sub: ΔΙΑ ΤΑΣ ΔΗΛΩΣΕΙΣ ΤΟΥ ΧΕΡΤΛΙΓΚ [832, 508, 1046, 521]
column-food-supply [542, 104, 798, 2099]
ukrainians-right: Μπουκοβίνας, ἀποτελέσουν αὐτόνομον κράτος τῆς Αὐστροουγγαρίας. Οἱ Οὐκρανοὶ ἐδήλωσαν ὅτι ἐν περιπτώσει μὴ ἀποδοχῆς τῶν αἰτημάτων τῶν, θὰ ζητήσουν τὰ ἐδάφη των ἀπὸ τὴν Αὐστρίαν καὶ τὴν συνένωσίν των μὲ τὴν Οὐκρανικὴν δημοκρατίαν. [1337, 626, 1582, 738]
furnishing-title: ΔΙ' ΕΠΙΠΛΩΣΕΙΣ [53, 865, 239, 889]
ministry-welfare-2-p2: Τὸ παρὸν δημοσιευθήτω διὰ μόνον παρὰ τῶν λαβόντων ἔγγραφον ἔγκρισιν. [274, 1189, 530, 1231]
serbian-capital-right: Θεσσαλονίκῃ μεταβαίνει εἰς τὴν Κέρκυραν. Ὁ Ἕλλην πρεσβευτὴς κ. Κουντουριώτης ἀναχωρήσει ἐπίσης εἰς Κέρκυραν. [1337, 235, 1582, 291]
ukrainians-left: ΒΕΡΝΗ, 16 Ἰανουαρίου (Τηλ.).— Οἱ Οὐκρανοὶ τῆς Αὐστρίας ἀπήτησαν ὅπως ἑνωθῇ ἡ Γαλικία, αἱ πολωνικαὶ ἐπαρχίαι τῆς Κρακοβίας, τοῦ Ἀουζμπέκ καὶ τοῦ Σαμπόρ, ἑνωθοῦν μὲ τὸ Βασίλειον τῆς Πολωνίας. Αἱ ἐπαρχίαι τοῦ Χόλμ καὶ τῆς Ἀπουδθμερίας κατοικοῦνται κυρίως ὑπὸ τῶν Οὐκρανῶν [1080, 626, 1325, 752]
serbian-capital-title: Η ΣΕΡΒΙΚΗ ΠΡΩΤΕΥΟΥΣΑ ΕΙΣ ΚΕΡΚΥΡΑΝ [1080, 207, 1582, 231]
insurance-title: ΠΩΣ ΑΣΦΑΛΙΖΟΝΤΑΙ [1097, 1169, 1308, 1193]
funeral-date: Ἀθῆναι τῇ 17 Ἰανουαρίου 1918. [580, 1307, 760, 1320]
konsola-pre: Στοῦ [71, 1247, 99, 1260]
american-crises-p1: ΛΟΝΔΙΝΟΝ, 16 Ἰανουαρίου (Α.Π.).— Κατὰ τηλεγραφήματα ἐκ Βασιγκτῶνος, οἱ ἀμερικανικοὶ κύκλοι θεωροῦν ὅτι ὁ λόγος τοῦ Προέδρου Οὐΐλσων ἀποτελεῖ τὴν ἀπάντησιν εἰς τὸν Χέρτλιγκ. [810, 825, 1068, 894]
american-crises-p2: Αἱ ἐκφράσεις τοῦ Τσέρνιν κρίνονται ὡς συμβιβαστικώτεραι καὶ ὅτι ἡ Αὐστρία ἀναζητεῖ τρόπον ἀποχωρισμοῦ ἀπὸ τὴν Γερμανίαν. [810, 898, 1068, 953]
socialism-title: «ΣΟΣΙΑΛΙΣΜΟΝ» [81, 1428, 211, 1444]
article-french-mission-source: (Ἀπὸ τὸν «Ματέν» τῶν Παρισίων) [314, 372, 489, 383]
article-slavic-world-source: (Ἀπὸ τὴν «Μπέρσεν Κουριέρ») [325, 525, 479, 536]
arrivals-sub: ΜΕΣΟΥ ΑΦΙΚΝΟΥΜΕΝΟΥΣ [590, 846, 750, 859]
coutroubis-text: Τὸ λόγῳ ἀτμόπλοιον θέλει ἐπιστρέψει εἰς Ἰσπανίαν μετὰ φορτίου ἐμπορευμάτων. [30, 630, 262, 671]
coutroubis-offices: Γραφεῖα [122, 588, 170, 601]
rice-p2: Οἱ καταθέσαντες ὑπ' ἀριθ. (2) δελτίον τροφίμων τοῦ μηνὸς Ἰανουαρίου θὰ παραλάβουν ὀρύζαν εἰς τὰ παντοπωλεῖα, εἰς τὰ ὁποῖα θὰ καταθέσουν, ἠμίσεια ὀκᾶν ὀρύζης κατὰ μερίδα τιμὴ δραχ. μία καὶ ὀγδοήκοντα (1,80) κατ' ὀκᾶν. [542, 716, 798, 799]
ministry-reorganization-title: Η ΔΙΑΡΡΥΘΜΙΣΙΣ ΤΟΥ ΥΠΟΥΡΓΕΙΟΥ [590, 131, 750, 163]
offices-name: Ε. Α. ΝΙΚΟΛΑΪΔΗ [81, 311, 211, 327]
column-war [810, 104, 1068, 2099]
rice-p1: Εἰδοποιοῦνται οἱ κάτοικοι Ἀθηνῶν-Πειραιῶς, ὅτι ἀπὸ σήμερον ἄρχεται ἡ διανομὴ ὀρύζης ἐπὶ τῶν δελτίων. [542, 671, 798, 712]
notice-text: Τὸ Ἰσπανικὸν ἀτμόπλοιον «La Sabinosa» κατέπλευσεν εἰς Πειραιᾶ. Οἱ ἔχοντες ἐμπορεύματα ἀπευθυνθήτωσαν πρὸς τὰ γραφεῖα τῆς Ἑταιρίας. [30, 515, 262, 570]
coutroubis-piraeus: Ἐν Πειραιεῖ Ἀκτὴ Μιαούλη 28 [30, 616, 226, 630]
article-slavic-world-p2: Ὁ κ. Λόϋδ Τζώρτζ, εἰς τὸν τελευταῖον λόγον του, ἐτόνισεν ὅτι αἱ Σύμμαχοι Δυνάμεις θὰ ἐξακολουθήσουν τὸν ἀγῶνα μέχρι τῆς ἀποκαταστάσεως τῶν δικαιωμάτων τῶν μικρῶν λαῶν. Ἡ Γερμανία θὰ ζητήσῃ τὴν εἰρήνην ὅταν πεισθῇ ὅτι ἡ νίκη εἶνε ἀδύνατος. Ἡ Ἀμερικὴ ἑτοιμάζεται ἐντατικῶς καὶ ὁ στρατός της θὰ εἶνε σύντομα εἰς τὴν Εὐρώπην. [274, 625, 530, 750]
lepetit-tagline: Κάλτσαι γυναικεῖαι [89, 474, 203, 487]
shipbuilding-title: ΝΑΥΠΗΓΗΣΙΣ [1392, 1169, 1527, 1193]
watch-side-text: Ἐκτέθη εἰς τὰς διεθνεῖς ἐκθέσεις [60, 1055, 82, 1225]
funeral-signature: Οἱ ἀδελφοί [638, 1324, 702, 1337]
russia-arrests-title: ΝΕΑΙ ΣΥΛΛΗΨΕΙΣ ΕΝ ΡΩΣΣΙΑ [834, 320, 1044, 336]
russia-arrests-p1: ΠΑΡΙΣΙΟΙ, 16 Ἰανουαρίου (Α.Π.).— Τηλεγραφοῦσιν ἐκ Πετρουπόλεως ὅτι τὰ μέλη τῆς ἐπαναστατικῆς συνελεύσεως κατεδιώχθησαν. Ἡ συνέλευσις εἰς τὰς προσηλώσεις του ἀντεκρούσθη ὑπὸ τῶν Μαξιμαλιστῶν. [810, 340, 1068, 423]
